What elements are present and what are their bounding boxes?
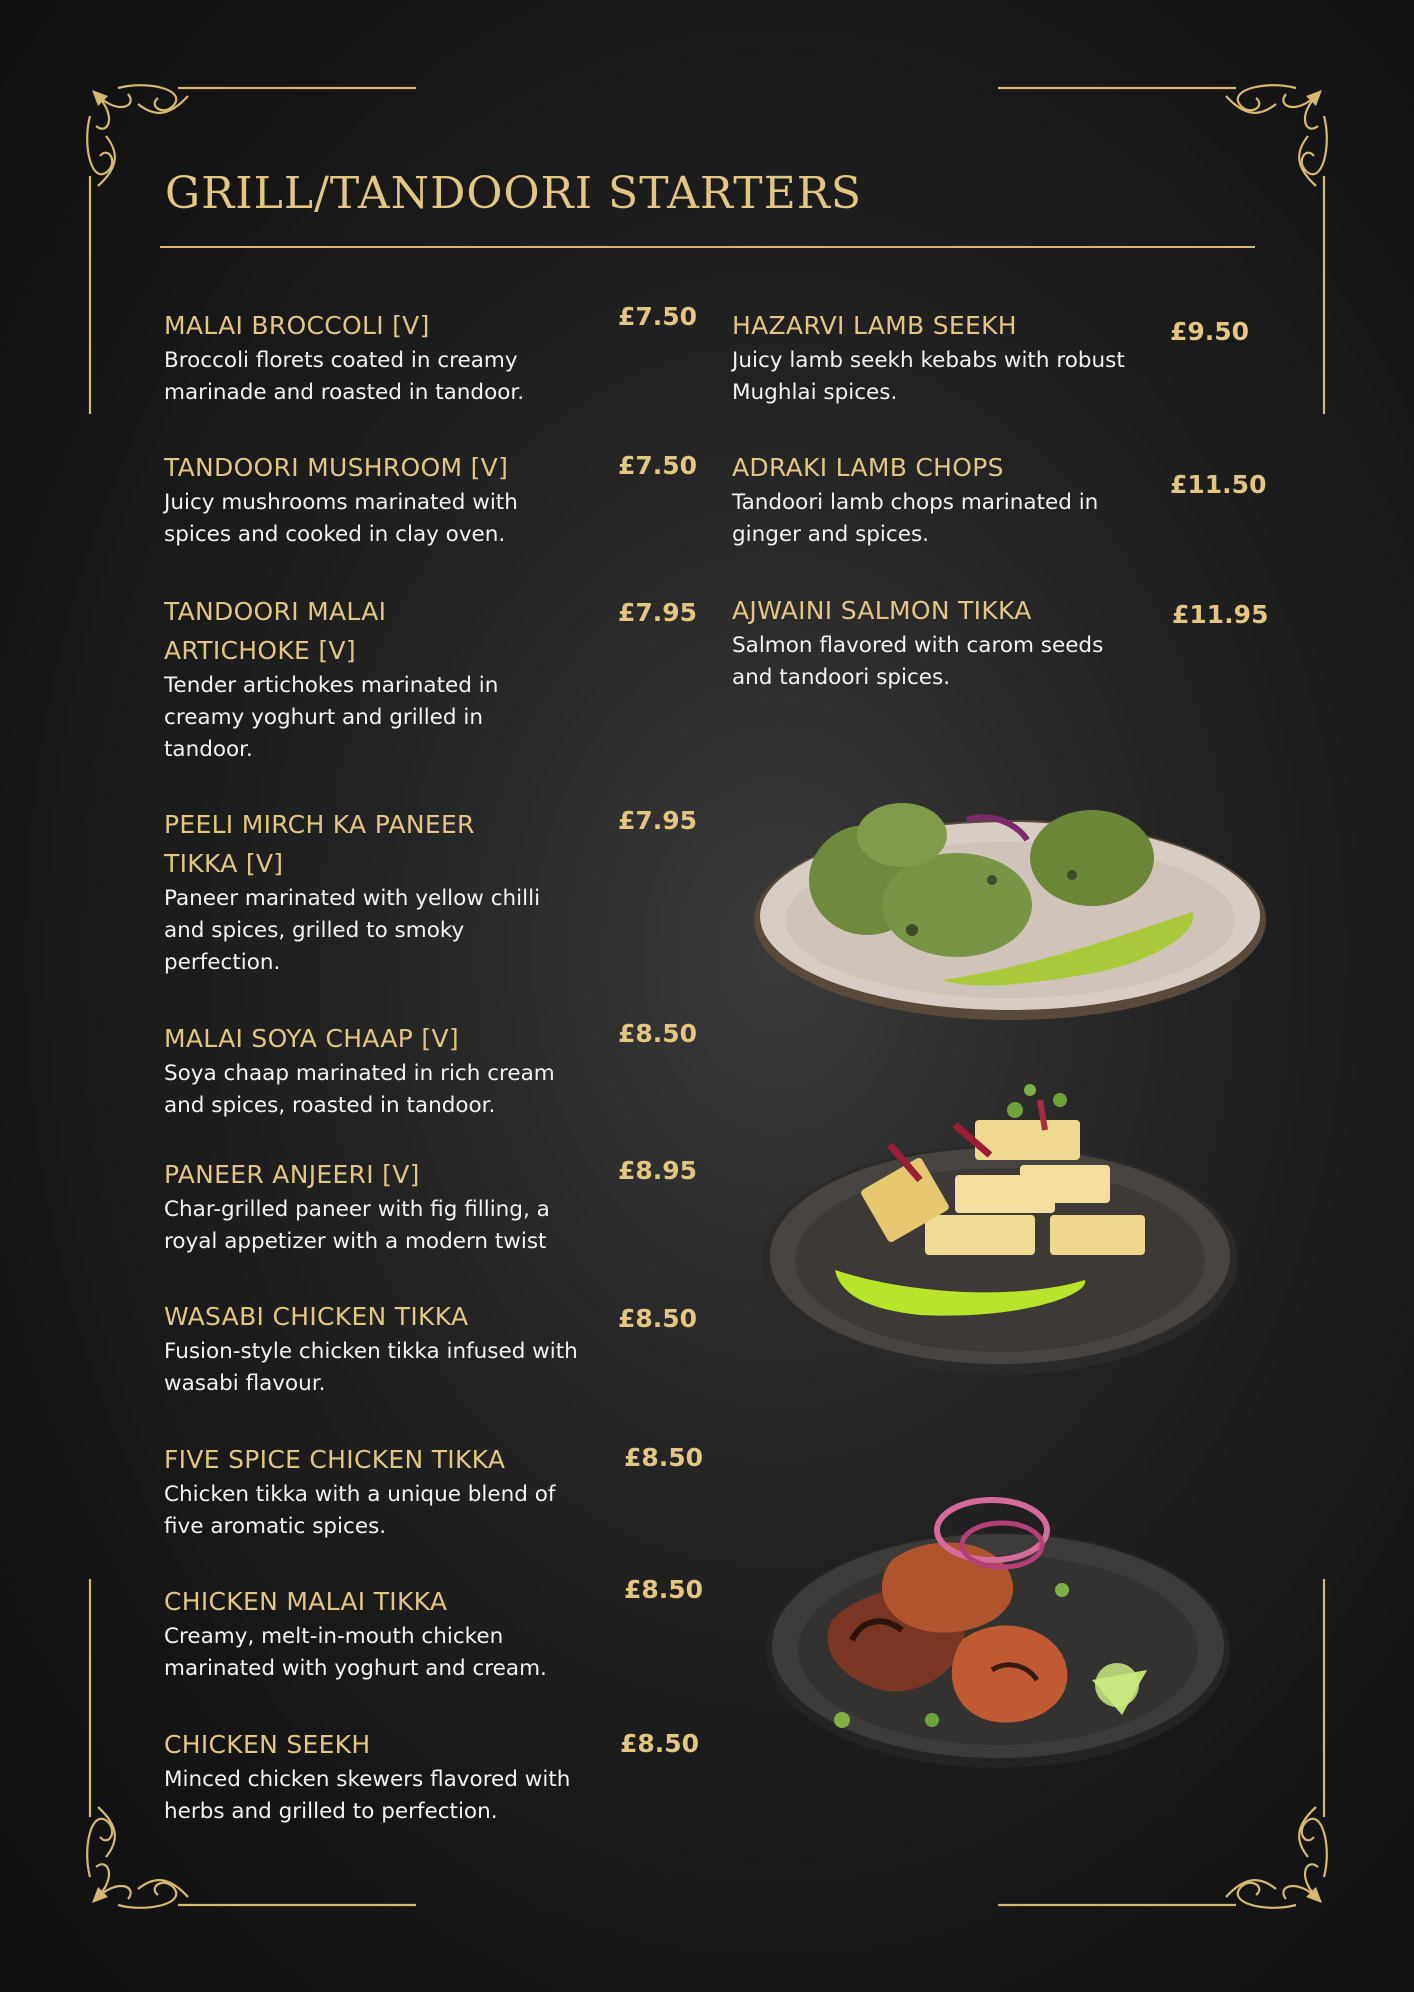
item-price: £11.95 xyxy=(1172,600,1269,629)
item-description: Paneer marinated with yellow chilli and spices, grilled to smoky perfection. xyxy=(164,886,541,975)
item-price: £8.95 xyxy=(618,1156,698,1185)
menu-item xyxy=(164,805,584,979)
menu-item xyxy=(164,592,544,766)
menu-item xyxy=(164,1582,594,1685)
item-name: MALAI SOYA CHAAP [V] xyxy=(164,1024,459,1053)
item-description: Chicken tikka with a unique blend of five aromatic spices. xyxy=(164,1482,556,1539)
item-name: AJWAINI SALMON TIKKA xyxy=(732,596,1032,625)
item-price: £7.50 xyxy=(618,451,698,480)
item-description: Tandoori lamb chops marinated in ginger and spices. xyxy=(732,490,1099,547)
menu-item xyxy=(164,306,584,409)
menu-item xyxy=(164,1725,594,1828)
menu-item xyxy=(164,448,584,551)
menu-item xyxy=(164,1155,594,1258)
item-price: £11.50 xyxy=(1170,470,1267,499)
item-description: Salmon flavored with carom seeds and tandoori spices. xyxy=(732,633,1104,690)
menu-item xyxy=(732,448,1152,551)
menu-item xyxy=(732,591,1152,694)
item-name: TANDOORI MALAI ARTICHOKE [V] xyxy=(164,597,387,665)
item-price: £9.50 xyxy=(1170,317,1250,346)
item-name: FIVE SPICE CHICKEN TIKKA xyxy=(164,1445,506,1474)
item-description: Minced chicken skewers flavored with herbs and grilled to perfection. xyxy=(164,1767,571,1824)
item-price: £7.95 xyxy=(618,806,698,835)
title-divider xyxy=(160,246,1255,248)
menu-item xyxy=(164,1440,594,1543)
item-name: CHICKEN SEEKH xyxy=(164,1730,371,1759)
item-price: £8.50 xyxy=(624,1443,704,1472)
menu-item xyxy=(732,306,1162,409)
green-tikka-plate-image xyxy=(752,780,1272,1030)
item-name: MALAI BROCCOLI [V] xyxy=(164,311,430,340)
item-price: £8.50 xyxy=(624,1575,704,1604)
item-price: £8.50 xyxy=(618,1304,698,1333)
item-name: PANEER ANJEERI [V] xyxy=(164,1160,420,1189)
item-name: HAZARVI LAMB SEEKH xyxy=(732,311,1017,340)
item-name: PEELI MIRCH KA PANEER TIKKA [V] xyxy=(164,810,475,878)
item-description: Soya chaap marinated in rich cream and spices, roasted in tandoor. xyxy=(164,1061,555,1118)
item-price: £8.50 xyxy=(620,1729,700,1758)
menu-item xyxy=(164,1297,584,1400)
item-name: WASABI CHICKEN TIKKA xyxy=(164,1302,469,1331)
item-description: Char-grilled paneer with fig filling, a royal appetizer with a modern twist xyxy=(164,1197,550,1254)
item-price: £7.50 xyxy=(618,302,698,331)
item-description: Juicy mushrooms marinated with spices and cooked in clay oven. xyxy=(164,490,518,547)
item-price: £8.50 xyxy=(618,1019,698,1048)
item-description: Broccoli florets coated in creamy marinade and roasted in tandoor. xyxy=(164,348,525,405)
chicken-tikka-plate-image xyxy=(762,1470,1232,1780)
item-name: TANDOORI MUSHROOM [V] xyxy=(164,453,509,482)
item-description: Tender artichokes marinated in creamy yoghurt and grilled in tandoor. xyxy=(164,673,499,762)
item-name: CHICKEN MALAI TIKKA xyxy=(164,1587,448,1616)
page-title: GRILL/TANDOORI STARTERS xyxy=(165,168,863,219)
item-description: Fusion-style chicken tikka infused with wasabi flavour. xyxy=(164,1339,578,1396)
item-description: Creamy, melt-in-mouth chicken marinated with yoghurt and cream. xyxy=(164,1624,547,1681)
menu-item xyxy=(164,1019,594,1122)
item-name: ADRAKI LAMB CHOPS xyxy=(732,453,1004,482)
item-description: Juicy lamb seekh kebabs with robust Mughlai spices. xyxy=(732,348,1125,405)
paneer-stack-plate-image xyxy=(760,1080,1240,1390)
item-price: £7.95 xyxy=(618,598,698,627)
